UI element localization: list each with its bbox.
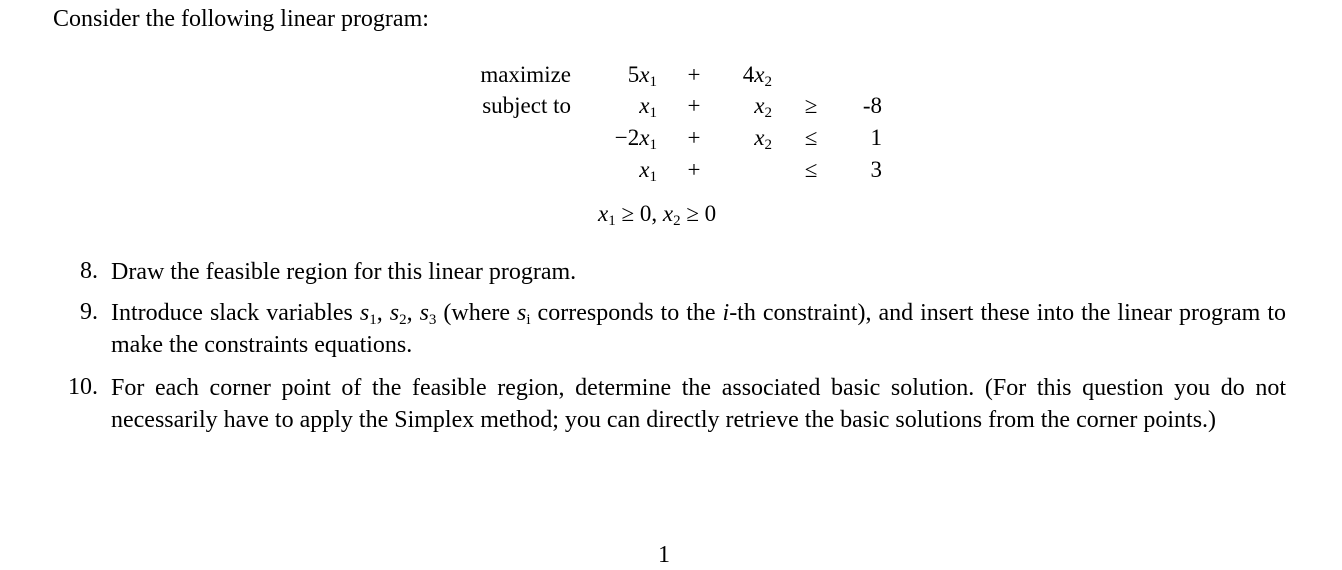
question-text: Draw the feasible region for this linear program. bbox=[111, 259, 577, 285]
constraint-2-rhs: 1 bbox=[870, 125, 882, 150]
constraint-3-relation: ≤ bbox=[804, 157, 818, 182]
constraint-1-x2: $x_2$ bbox=[754, 93, 772, 121]
question-number: 10. bbox=[68, 374, 98, 400]
question-number: 9. bbox=[80, 299, 98, 325]
constraint-2-x1: $-2x_1$ bbox=[614, 125, 657, 153]
constraint-3-op: + bbox=[687, 157, 701, 182]
constraint-1-rhs: -8 bbox=[862, 93, 882, 118]
constraint-2-x2: $x_2$ bbox=[754, 125, 772, 153]
objective-term-2: $4x_2$ bbox=[742, 62, 772, 90]
question-number: 8. bbox=[80, 258, 98, 284]
constraint-1-relation: ≥ bbox=[804, 93, 818, 118]
constraint-1-x1: $x_1$ bbox=[639, 93, 657, 121]
constraint-3-rhs: 3 bbox=[870, 157, 882, 182]
nonnegativity-constraints: $x_1 \ge 0$, $x_2 \ge 0$ bbox=[598, 201, 717, 229]
objective-op: + bbox=[687, 62, 701, 87]
constraint-1-op: + bbox=[687, 93, 701, 118]
constraint-2-relation: ≤ bbox=[804, 125, 818, 150]
subject-to-label: subject to bbox=[482, 93, 571, 118]
intro-text: Consider the following linear program: bbox=[53, 6, 429, 32]
maximize-label: maximize bbox=[480, 62, 571, 87]
question-text: Introduce slack variables $s_1$, $s_2$, $s_3$ (where $s_i$ corresponds to the i-th constraint), and insert these into the linear program to make the constraints equations. bbox=[111, 300, 1286, 358]
constraint-3-x1: $x_1$ bbox=[639, 157, 657, 185]
question-text: For each corner point of the feasible region, determine the associated basic solution. (For this question you do not necessarily have to apply the Simplex method; you can directly retrieve the basic solutions from the corner points.) bbox=[111, 375, 1286, 433]
linear-program bbox=[0, 0, 1342, 240]
objective-term-1: $5x_1$ bbox=[627, 62, 657, 90]
page-number: 1 bbox=[658, 542, 670, 568]
constraint-2-op: + bbox=[687, 125, 701, 150]
